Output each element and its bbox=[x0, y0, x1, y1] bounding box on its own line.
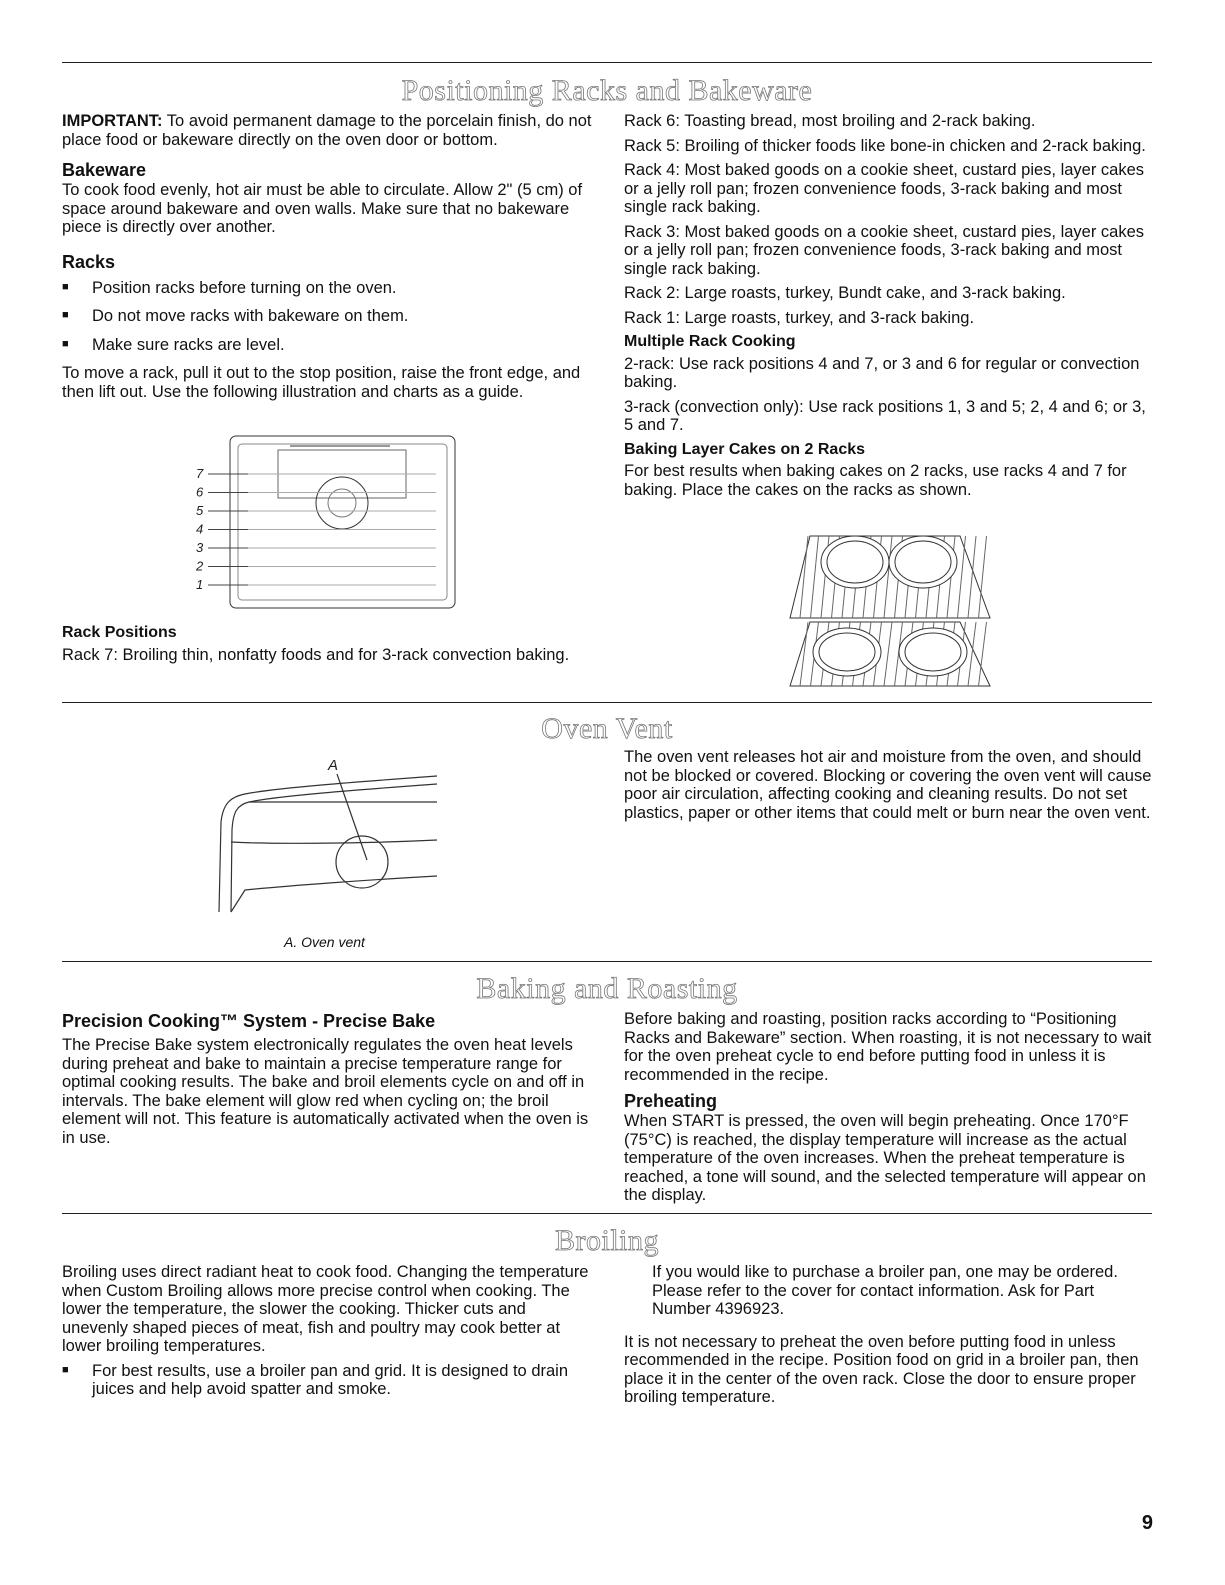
broiling-text: Broiling uses direct radiant heat to cook food. Changing the temperature when Custom Broiling allows more precise control when cooking. The lower the temperature, the slower the cooking. Thicker cuts and unevenly shaped pieces of meat, fish and poultry may cook better at lower broiling temperatures. bbox=[62, 1263, 589, 1355]
cake-top-right bbox=[889, 536, 957, 588]
rack-number-label: 6 bbox=[196, 484, 204, 500]
positioning-left-column bbox=[62, 112, 592, 407]
rack-positions-block bbox=[62, 622, 592, 670]
rack-wire bbox=[884, 536, 892, 618]
cake-bottom-right bbox=[899, 628, 967, 676]
section-rule bbox=[62, 1213, 1152, 1214]
list-item: ■ Make sure racks are level. bbox=[62, 336, 592, 355]
rack-wire bbox=[800, 622, 808, 686]
rack-positions-heading: Rack Positions bbox=[62, 624, 177, 641]
rack-number-label: 7 bbox=[196, 466, 204, 481]
broiling-preheat-text: It is not necessary to preheat the oven before putting food in unless recommended in the recipe. Position food on grid in a broiler pan, then place it in the center of the oven rack. Close the door to ensure proper broiling temperature. bbox=[624, 1332, 1139, 1406]
bakeware-heading: Bakeware bbox=[62, 160, 147, 180]
convection-fan bbox=[316, 477, 368, 529]
broiler-pan-text: If you would like to purchase a broiler pan, one may be ordered. Please refer to the cover for contact information. Ask for Part Number 4396923. bbox=[652, 1263, 1118, 1318]
cake-bottom-left bbox=[813, 628, 881, 676]
section-title-oven-vent: Oven Vent bbox=[541, 712, 673, 745]
rack-7-text: Rack 7: Broiling thin, nonfatty foods and for 3-rack convection baking. bbox=[62, 645, 570, 664]
rack-number-label: 4 bbox=[196, 521, 204, 537]
rack-wire bbox=[800, 536, 808, 618]
rack-5-text: Rack 5: Broiling of thicker foods like bone-in chicken and 2-rack baking. bbox=[624, 136, 1146, 155]
section-rule bbox=[62, 62, 1152, 63]
important-note: IMPORTANT: To avoid permanent damage to the porcelain finish, do not place food or bakeware directly on the oven door or bottom. bbox=[62, 112, 592, 149]
oven-vent-text: The oven vent releases hot air and moisture from the oven, and should not be blocked or covered. Blocking or covering the oven vent will cause poor air circulation, affecting cooking and cleaning results. Do not set plastics, paper or other items that could melt or burn near the oven vent. bbox=[624, 748, 1152, 822]
preheating-heading: Preheating bbox=[624, 1091, 718, 1111]
rack-wire bbox=[958, 536, 966, 618]
oven-vent-caption: A. Oven vent bbox=[284, 934, 365, 950]
section-rule bbox=[62, 961, 1152, 962]
racks-heading: Racks bbox=[62, 251, 116, 272]
rack-3-text: Rack 3: Most baked goods on a cookie sheet, custard pies, layer cakes or a jelly roll pan; frozen convenience foods, 3-rack baking and most single rack baking. bbox=[624, 222, 1145, 278]
vent-callout-label: A bbox=[328, 757, 339, 774]
rack-number-label: 3 bbox=[196, 540, 204, 555]
multiple-2rack-text: 2-rack: Use rack positions 4 and 7, or 3 and 6 for regular or convection baking. bbox=[624, 354, 1140, 391]
rack-wire bbox=[811, 536, 819, 618]
broiling-list bbox=[62, 1362, 592, 1399]
page-number: 9 bbox=[1141, 1512, 1153, 1534]
rack-1-text: Rack 1: Large roasts, turkey, and 3-rack baking. bbox=[624, 308, 975, 327]
section-title-baking: Baking and Roasting bbox=[476, 972, 738, 1005]
list-item: ■ Do not move racks with bakeware on them. bbox=[62, 307, 592, 326]
list-item: ■ Position racks before turning on the oven. bbox=[62, 279, 592, 298]
move-rack-text: To move a rack, pull it out to the stop position, raise the front edge, and then lift out. Use the following illustration and charts as a guide. bbox=[62, 364, 581, 401]
baking-left-column bbox=[62, 1010, 592, 1153]
racks-list bbox=[62, 279, 592, 355]
oven-vent-illustration bbox=[205, 752, 455, 924]
rack-6-text: Rack 6: Toasting bread, most broiling and 2-rack baking. bbox=[624, 112, 1036, 130]
broiling-left-column bbox=[62, 1263, 592, 1409]
cake-top-left bbox=[821, 536, 889, 588]
list-item: ■ For best results, use a broiler pan and grid. It is designed to drain juices and help avoid spatter and smoke. bbox=[62, 1362, 592, 1399]
preheating-text: When START is pressed, the oven will begin preheating. Once 170°F (75°C) is reached, the display temperature will increase as the actual temperature of the oven increases. When the preheat temperature is reached, a tone will sound, and the selected temperature will appear on the display. bbox=[624, 1112, 1146, 1204]
rack-4-text: Rack 4: Most baked goods on a cookie sheet, custard pies, layer cakes or a jelly roll pan; frozen convenience foods, 3-rack baking and most single rack baking. bbox=[624, 161, 1145, 216]
oven-vent-text-column bbox=[624, 748, 1154, 828]
section-rule bbox=[62, 702, 1152, 703]
rack-number-label: 2 bbox=[196, 558, 204, 574]
layer-cakes-heading: Baking Layer Cakes on 2 Racks bbox=[624, 440, 866, 458]
broiling-right-column bbox=[624, 1263, 1154, 1413]
precise-bake-text: The Precise Bake system electronically regulates the oven heat levels during preheat and bake to maintain a precise temperature range for optimal cooking results. The bake and broil elements cycle on and off in intervals. The bake element will glow red when cycling on; the broil element will not. This feature is automatically activated when the oven is in use. bbox=[62, 1036, 589, 1147]
layer-cakes-illustration bbox=[785, 532, 995, 692]
rack-wire bbox=[884, 622, 892, 686]
baking-right-column bbox=[624, 1010, 1154, 1211]
bakeware-text: To cook food evenly, hot air must be able to circulate. Allow 2" (5 cm) of space around bakeware and oven walls. Make sure that no bakeware piece is directly over another. bbox=[62, 181, 583, 236]
rack-2-text: Rack 2: Large roasts, turkey, Bundt cake, and 3-rack baking. bbox=[624, 284, 1066, 302]
layer-cakes-text: For best results when baking cakes on 2 racks, use racks 4 and 7 for baking. Place the cakes on the racks as shown. bbox=[624, 462, 1127, 499]
multiple-rack-heading: Multiple Rack Cooking bbox=[624, 333, 796, 350]
rack-number-label: 5 bbox=[196, 503, 204, 518]
multiple-3rack-text: 3-rack (convection only): Use rack positions 1, 3 and 5; 2, 4 and 6; or 3, 5 and 7. bbox=[624, 397, 1146, 434]
rack-positions-illustration bbox=[190, 432, 465, 612]
baking-intro-text: Before baking and roasting, position racks according to “Positioning Racks and Bakeware” section. When roasting, it is not necessary to wait for the oven preheat cycle to end before putting food in unless it is recommended in the recipe. bbox=[624, 1010, 1152, 1084]
positioning-right-column bbox=[624, 112, 1154, 505]
section-title-positioning: Positioning Racks and Bakeware bbox=[401, 74, 813, 107]
section-title-broiling: Broiling bbox=[554, 1224, 659, 1257]
rack-number-label: 1 bbox=[196, 577, 204, 592]
precise-bake-heading: Precision Cooking™ System - Precise Bake bbox=[62, 1011, 436, 1031]
